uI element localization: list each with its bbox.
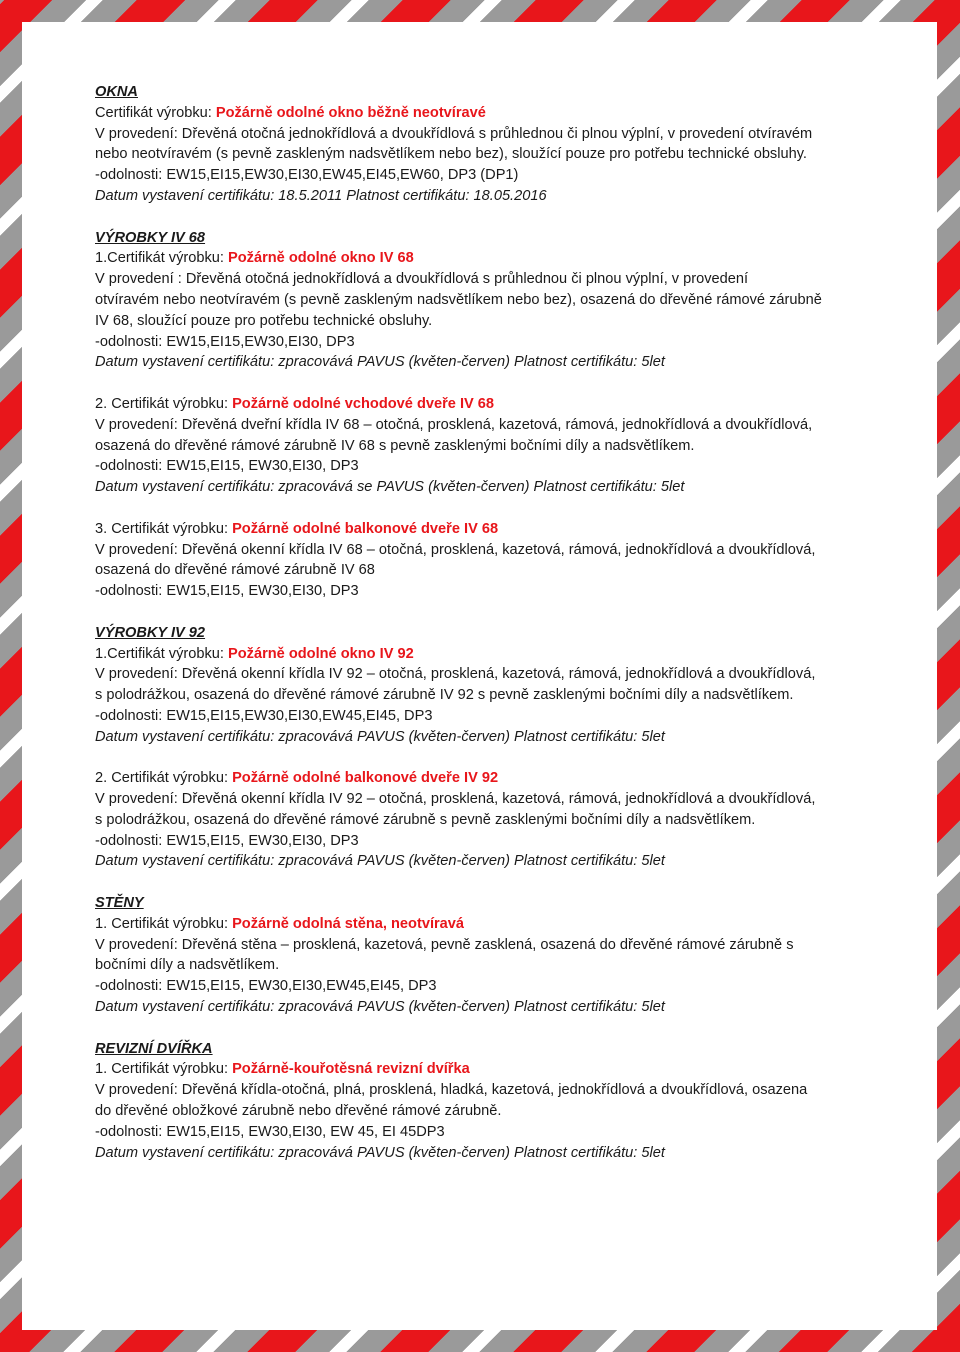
section-heading: OKNA [95,84,138,100]
certificate-prefix: 3. Certifikát výrobku: [95,520,233,537]
section-heading: VÝROBKY IV 68 [95,229,206,246]
datum-line: Datum vystavení certifikátu: 18.5.2011 Platnost certifikátu: 18.05.2016 [95,187,547,204]
certificate-line [95,914,885,935]
document-content [95,82,885,1163]
certificate-prefix: 2. Certifikát výrobku: [95,395,233,412]
certificate-prefix: 1.Certifikát výrobku: [95,250,229,267]
provedeni-line: V provedení: Dřevěná okenní křídla IV 68 – otočná, prosklená, kazetová, rámová, jednokřídlová a dvoukřídlová, [95,541,816,558]
odolnosti-line: -odolnosti: EW15,EI15,EW30,EI30,EW45,EI45, DP3 [95,707,433,724]
odolnosti-line: -odolnosti: EW15,EI15, EW30,EI30, DP3 [95,458,359,475]
datum-line: Datum vystavení certifikátu: zpracovává PAVUS (květen-červen) Platnost certifikátu: 5let [95,354,665,371]
datum-line: Datum vystavení certifikátu: zpracovává PAVUS (květen-červen) Platnost certifikátu: 5let [95,853,665,870]
provedeni-line: otvíravém nebo neotvíravém (s pevně zaskleným nadsvětlíkem nebo bez), osazená do dřevěné rámové zárubně [95,291,822,308]
spacer [95,602,885,623]
spacer [95,373,885,394]
product-name: Požárně odolné balkonové dveře IV 92 [232,770,499,787]
datum-line: Datum vystavení certifikátu: zpracovává PAVUS (květen-červen) Platnost certifikátu: 5let [95,1144,665,1161]
provedeni-line: do dřevěné obložkové zárubně nebo dřevěné rámové zárubně. [95,1103,502,1120]
certificate-line [95,768,885,789]
section-iv68 [95,228,885,602]
provedeni-line: V provedení: Dřevěná křídla-otočná, plná, prosklená, hladká, kazetová, jednokřídlová a dvoukřídlová, osazena [95,1082,808,1099]
product-name: Požárně-kouřotěsná revizní dvířka [232,1061,470,1078]
product-name: Požárně odolné vchodové dveře IV 68 [232,395,495,412]
provedeni-line: s polodrážkou, osazená do dřevěné rámové zárubně s pevně zasklenými bočními díly a nadsvětlíkem. [95,811,756,828]
provedeni-line: bočními díly a nadsvětlíkem. [95,957,280,974]
product-name: Požárně odolná stěna, neotvíravá [232,915,465,932]
spacer [95,498,885,519]
odolnosti-line: -odolnosti: EW15,EI15, EW30,EI30,EW45,EI45, DP3 [95,978,437,995]
certificate-prefix: 1.Certifikát výrobku: [95,645,229,662]
odolnosti-line: -odolnosti: EW15,EI15,EW30,EI30,EW45,EI45,EW60, DP3 (DP1) [95,167,519,184]
datum-line: Datum vystavení certifikátu: zpracovává se PAVUS (květen-červen) Platnost certifikátu: 5let [95,479,685,496]
odolnosti-line: -odolnosti: EW15,EI15,EW30,EI30, DP3 [95,333,355,350]
spacer [95,207,885,228]
provedeni-line: osazená do dřevěné rámové zárubně IV 68 s pevně zasklenými bočními díly a nadsvětlíkem. [95,437,695,454]
provedeni-line: V provedení : Dřevěná otočná jednokřídlová a dvoukřídlová s průhlednou či plnou výplní, v provedení [95,271,749,288]
certificate-prefix: 1. Certifikát výrobku: [95,1061,233,1078]
provedeni-line: osazená do dřevěné rámové zárubně IV 68 [95,562,375,579]
provedeni-line: V provedení: Dřevěná stěna – prosklená, kazetová, pevně zasklená, osazená do dřevěné rámové zárubně s [95,936,794,953]
provedeni-line: s polodrážkou, osazená do dřevěné rámové zárubně IV 92 s pevně zasklenými bočními díly a nadsvětlíkem. [95,687,794,704]
odolnosti-line: -odolnosti: EW15,EI15, EW30,EI30, DP3 [95,583,359,600]
provedeni-line: V provedení: Dřevěná okenní křídla IV 92 – otočná, prosklená, kazetová, rámová, jednokřídlová a dvoukřídlová, [95,791,816,808]
section-revizni-dvirka [95,1039,885,1164]
section-iv92 [95,623,885,873]
certificate-line [95,644,885,665]
certificate-line [95,103,885,124]
datum-line: Datum vystavení certifikátu: zpracovává PAVUS (květen-červen) Platnost certifikátu: 5let [95,999,665,1016]
section-heading: STĚNY [95,895,144,912]
product-name: Požárně odolné balkonové dveře IV 68 [232,520,499,537]
certificate-line [95,1059,885,1080]
certificate-line [95,519,885,540]
certificate-prefix: Certifikát výrobku: [95,104,216,121]
odolnosti-line: -odolnosti: EW15,EI15, EW30,EI30, EW 45, EI 45DP3 [95,1123,445,1140]
product-name: Požárně odolné okno běžně neotvíravé [215,104,486,121]
section-okna [95,82,885,207]
datum-line: Datum vystavení certifikátu: zpracovává PAVUS (květen-červen) Platnost certifikátu: 5let [95,728,665,745]
product-name: Požárně odolné okno IV 92 [228,645,414,662]
section-steny [95,893,885,1018]
provedeni-line: V provedení: Dřevěná okenní křídla IV 92 – otočná, prosklená, kazetová, rámová, jednokřídlová a dvoukřídlová, [95,666,816,683]
certificate-line [95,248,885,269]
certificate-prefix: 1. Certifikát výrobku: [95,915,233,932]
section-heading: REVIZNÍ DVÍŘKA [95,1040,213,1057]
provedeni-line: nebo neotvíravém (s pevně zaskleným nadsvětlíkem nebo bez), sloužící pouze pro potřebu technické obsluhy. [95,146,807,163]
provedeni-line: V provedení: Dřevěná dveřní křídla IV 68 – otočná, prosklená, kazetová, rámová, jednokřídlová a dvoukřídlová, [95,416,813,433]
section-heading: VÝROBKY IV 92 [95,624,206,641]
spacer [95,872,885,893]
certificate-prefix: 2. Certifikát výrobku: [95,770,233,787]
certificate-line [95,394,885,415]
product-name: Požárně odolné okno IV 68 [228,250,414,267]
odolnosti-line: -odolnosti: EW15,EI15, EW30,EI30, DP3 [95,832,359,849]
spacer [95,1018,885,1039]
spacer [95,748,885,769]
provedeni-line: V provedení: Dřevěná otočná jednokřídlová a dvoukřídlová s průhlednou či plnou výplní, v provedení otvíravém [95,125,813,142]
provedeni-line: IV 68, sloužící pouze pro potřebu technické obsluhy. [95,312,433,329]
